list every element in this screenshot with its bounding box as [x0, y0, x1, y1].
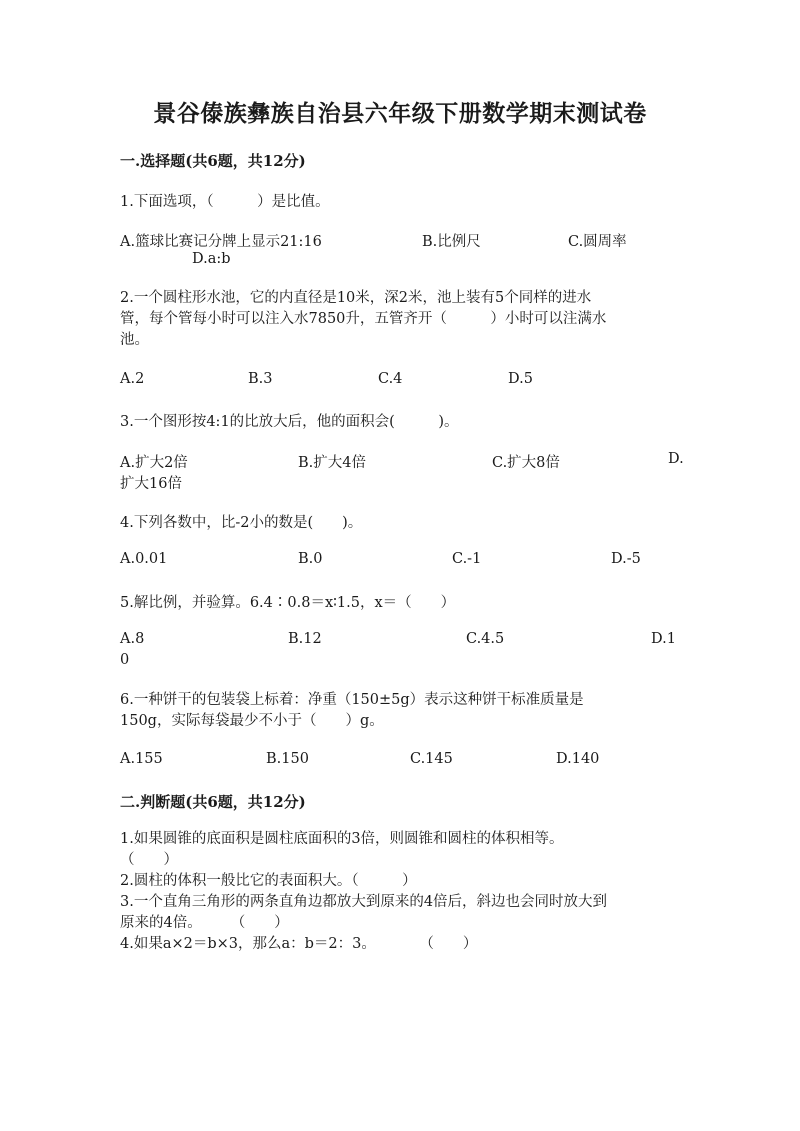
section-heading-judgment: 二.判断题(共6题，共12分)	[120, 793, 306, 811]
q1-option-d: D.a:b	[192, 251, 231, 267]
question-2-line-3: 池。	[120, 332, 149, 348]
q2-option-d: D.5	[508, 371, 533, 387]
q1-option-c: C.圆周率	[568, 234, 627, 250]
q6-option-a: A.155	[120, 751, 163, 767]
q4-option-d: D.-5	[611, 551, 641, 567]
q2-option-b: B.3	[248, 371, 273, 387]
page-title: 景谷傣族彝族自治县六年级下册数学期末测试卷	[153, 100, 647, 127]
q5-option-a: A.8	[120, 631, 145, 647]
question-4-text: 4.下列各数中，比-2小的数是( )。	[120, 515, 363, 531]
q6-option-d: D.140	[556, 751, 600, 767]
question-3-text: 3.一个图形按4:1的比放大后，他的面积会( )。	[120, 414, 459, 430]
q5-option-b: B.12	[288, 631, 322, 647]
q4-option-b: B.0	[298, 551, 323, 567]
question-6-line-1: 6.一种饼干的包装袋上标着：净重（150±5g）表示这种饼干标准质量是	[120, 692, 584, 708]
question-1-text: 1.下面选项，（ ）是比值。	[120, 194, 330, 210]
section-heading-choice: 一.选择题(共6题，共12分)	[120, 152, 306, 170]
q1-option-a: A.篮球比赛记分牌上显示21:16	[120, 234, 322, 250]
q1-option-b: B.比例尺	[422, 234, 481, 250]
q5-option-d-continued: 0	[120, 652, 130, 668]
q3-option-d-continued: 扩大16倍	[120, 476, 182, 492]
question-2-line-1: 2.一个圆柱形水池，它的内直径是10米，深2米，池上装有5个同样的进水	[120, 290, 592, 306]
q6-option-c: C.145	[410, 751, 453, 767]
q3-option-a: A.扩大2倍	[120, 455, 188, 471]
judgment-4: 4.如果a×2＝b×3，那么a：b＝2：3。 （ ）	[120, 936, 478, 952]
q2-option-c: C.4	[378, 371, 403, 387]
q2-option-a: A.2	[120, 371, 145, 387]
q3-option-c: C.扩大8倍	[492, 455, 560, 471]
q4-option-a: A.0.01	[120, 551, 168, 567]
judgment-2: 2.圆柱的体积一般比它的表面积大。（ ）	[120, 873, 417, 889]
question-6-line-2: 150g，实际每袋最少不小于（ ）g。	[120, 713, 384, 729]
q6-option-b: B.150	[266, 751, 309, 767]
q4-option-c: C.-1	[452, 551, 482, 567]
q3-option-d: D.	[668, 451, 684, 467]
judgment-3-line-2: 原来的4倍。 （ ）	[120, 915, 289, 931]
judgment-1-line-2: （ ）	[120, 852, 178, 868]
question-5-text: 5.解比例，并验算。6.4∶0.8＝x∶1.5，x＝（ ）	[120, 595, 456, 611]
q5-option-d: D.1	[651, 631, 676, 647]
judgment-3-line-1: 3.一个直角三角形的两条直角边都放大到原来的4倍后，斜边也会同时放大到	[120, 894, 608, 910]
judgment-1-line-1: 1.如果圆锥的底面积是圆柱底面积的3倍，则圆锥和圆柱的体积相等。	[120, 831, 564, 847]
q5-option-c: C.4.5	[466, 631, 505, 647]
q3-option-b: B.扩大4倍	[298, 455, 366, 471]
question-2-line-2: 管，每个管每小时可以注入水7850升，五管齐开（ ）小时可以注满水	[120, 311, 607, 327]
